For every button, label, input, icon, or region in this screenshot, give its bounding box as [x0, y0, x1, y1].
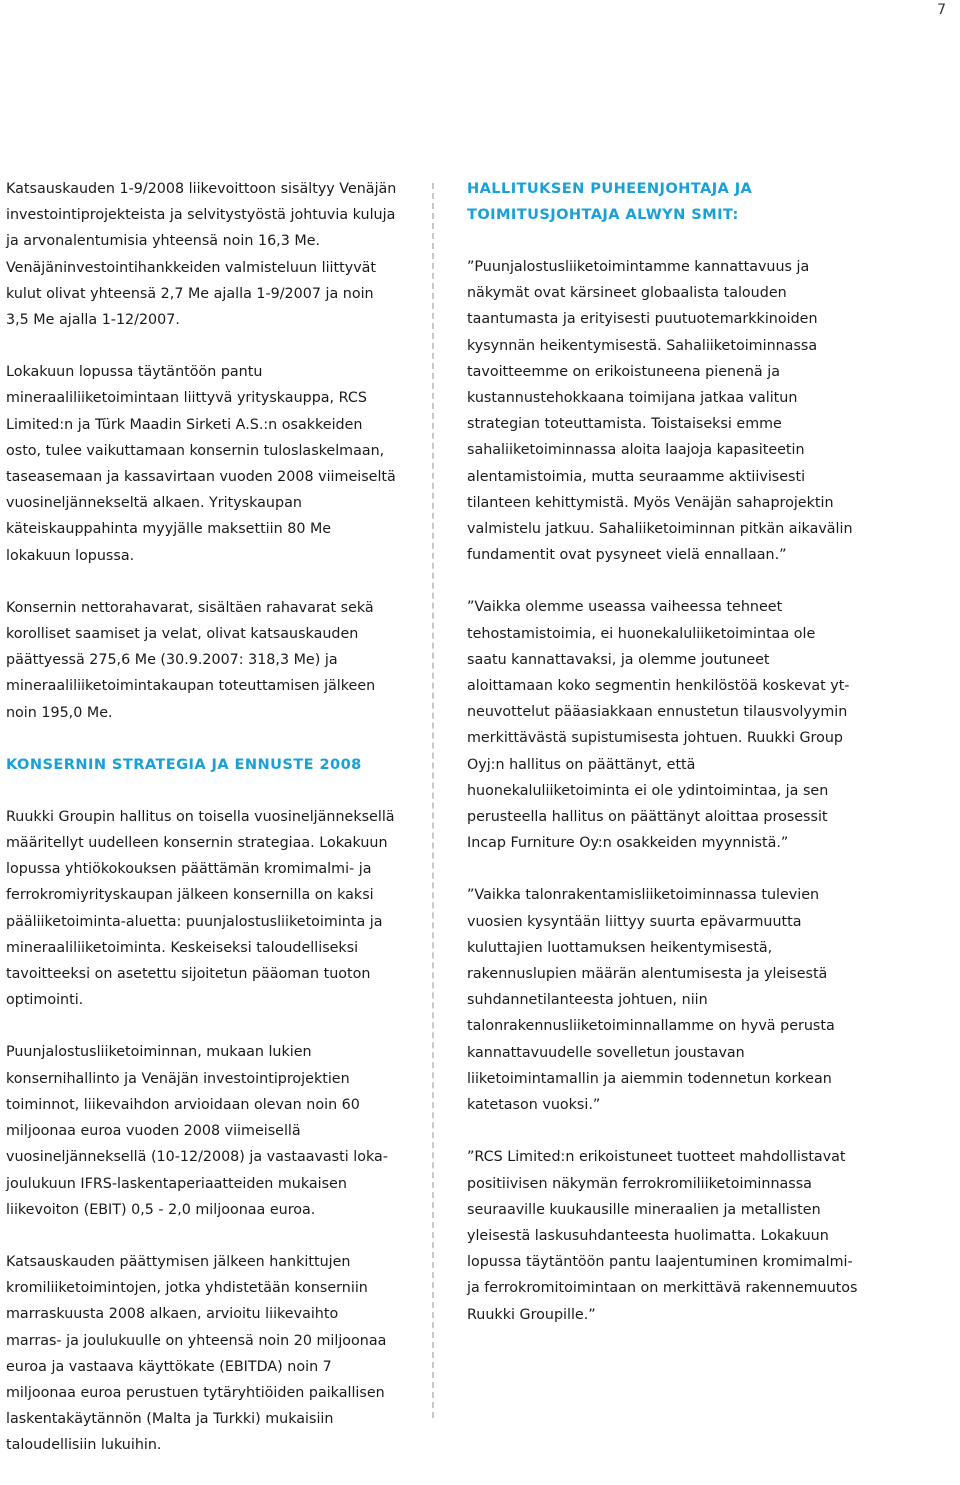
- paragraph-strategia: Ruukki Groupin hallitus on toisella vuosineljänneksellä määritellyt uudelleen konsernin strategiaa. Lokakuun lopussa yhtiökokouksen päättämän kromimalmi- ja ferrokromiyrityskaupan jälkeen konsernilla on kaksi pääliiketoiminta-aluetta: puunjalostusliiketoiminta ja mineraaliliiketoiminta. Keskeiseksi taloudelliseksi tavoitteeksi on asetettu sijoitetun pääoman tuoton optimointi.: [6, 808, 395, 1009]
- quote-huonekalu: ”Vaikka olemme useassa vaiheessa tehneet tehostamistoimia, ei huonekaluliiketoimintaa ole saatu kannattavaksi, ja olemme joutuneet aloittamaan koko segmentin henkilöstöä koskevat yt-neuvottelut pääasiakkaan ennustetun tilausvolyymin merkittävästä supistumisesta johtuen. Ruukki Group Oyj:n hallitus on päättänyt, että huonekaluliiketoiminta ei ole ydintoimintaa, ja sen perusteella hallitus on päättänyt aloittaa prosessit Incap Furniture Oy:n osakkeiden myynnistä.”: [467, 599, 850, 852]
- section-heading-strategia: KONSERNIN STRATEGIA JA ENNUSTE 2008: [6, 755, 362, 773]
- paragraph-yrityskauppa: Lokakuun lopussa täytäntöön pantu mineraaliliiketoimintaan liittyvä yrityskauppa, RCS Limited:n ja Türk Maadin Sirketi A.S.:n osakkeiden osto, tulee vaikuttamaan konsernin tuloslaskelmaan, taseasemaan ja kassavirtaan vuoden 2008 viimeiseltä vuosineljännekseltä alkaen. Yrityskaupan käteiskauppahinta myyjälle maksettiin 80 Me lokakuun lopussa.: [6, 364, 396, 564]
- paragraph-kromiliiketoiminta-ennuste: Katsauskauden päättymisen jälkeen hankittujen kromiliiketoimintojen, jotka yhdistetään konserniin marraskuusta 2008 alkaen, arvioitu liikevaihto marras- ja joulukuulle on yhteensä noin 20 miljoonaa euroa ja vastaava käyttökate (EBITDA) noin 7 miljoonaa euroa perustuen tytäryhtiöiden paikallisen laskentakäytännön (Malta ja Turkki) mukaisiin taloudellisiin lukuihin.: [6, 1253, 387, 1454]
- quote-rcs-limited: ”RCS Limited:n erikoistuneet tuotteet mahdollistavat positiivisen näkymän ferrokromiliiketoiminnassa seuraaville kuukausille mineraalien ja metallisten yleisestä laskusuhdanteesta huolimatta. Lokakuun lopussa täytäntöön pantu laajentuminen kromimalmi- ja ferrokromitoimintaan on merkittävä rakennemuutos Ruukki Groupille.”: [467, 1149, 858, 1323]
- page-number: 7: [937, 2, 946, 18]
- quote-puunjalostus: ”Puunjalostusliiketoimintamme kannattavuus ja näkymät ovat kärsineet globaalista talouden taantumasta ja erityisesti puutuotemarkkinoiden kysynnän heikentymisestä. Sahaliiketoiminnassa tavoitteemme on erikoistuneena pienenä ja kustannustehokkaana toimijana jatkaa valitun strategian toteuttamista. Toistaiseksi emme sahaliiketoiminnassa aloita laajoja kapasiteetin alentamistoimia, mutta seuraamme aktiivisesti tilanteen kehittymistä. Myös Venäjän sahaprojektin valmistelu jatkuu. Sahaliiketoiminnan pitkän aikavälin fundamentit ovat pysyneet vielä ennallaan.”: [467, 259, 853, 564]
- paragraph-puunjalostus-ennuste: Puunjalostusliiketoiminnan, mukaan lukien konsernihallinto ja Venäjän investointiprojektien toiminnot, liikevaihdon arvioidaan olevan noin 60 miljoonaa euroa vuoden 2008 viimeisellä vuosineljänneksellä (10-12/2008) ja vastaavasti loka-joulukuun IFRS-laskentaperiaatteiden mukaisen liikevoiton (EBIT) 0,5 - 2,0 miljoonaa euroa.: [6, 1044, 388, 1218]
- paragraph-liikevoitto: Katsauskauden 1-9/2008 liikevoittoon sisältyy Venäjän investointiprojekteista ja selvitystyöstä johtuvia kuluja ja arvonalentumisia yhteensä noin 16,3 Me. Venäjäninvestointihankkeiden valmisteluun liittyvät kulut olivat yhteensä 2,7 Me ajalla 1-9/2007 ja noin 3,5 Me ajalla 1-12/2007.: [6, 181, 397, 329]
- paragraph-nettorahavarat: Konsernin nettorahavarat, sisältäen rahavarat sekä korolliset saamiset ja velat, olivat katsauskauden päättyessä 275,6 Me (30.9.2007: 318,3 Me) ja mineraaliliiketoimintakaupan toteuttamisen jälkeen noin 195,0 Me.: [6, 599, 376, 721]
- section-heading-ceo: HALLITUKSEN PUHEENJOHTAJA JA TOIMITUSJOHTAJA ALWYN SMIT:: [467, 180, 753, 223]
- column-divider: [432, 183, 434, 1418]
- quote-talonrakentaminen: ”Vaikka talonrakentamisliiketoiminnassa tulevien vuosien kysyntään liittyy suurta epävarmuutta kuluttajien luottamuksen heikentymisestä, rakennuslupien määrän alentumisesta ja yleisestä suhdannetilanteesta johtuen, niin talonrakennusliiketoiminnallamme on hyvä perusta kannattavuudelle sovelletun joustavan liiketoimintamallin ja aiemmin todennetun korkean katetason vuoksi.”: [467, 887, 835, 1114]
- left-column: [6, 176, 398, 1485]
- right-column: [467, 176, 859, 1354]
